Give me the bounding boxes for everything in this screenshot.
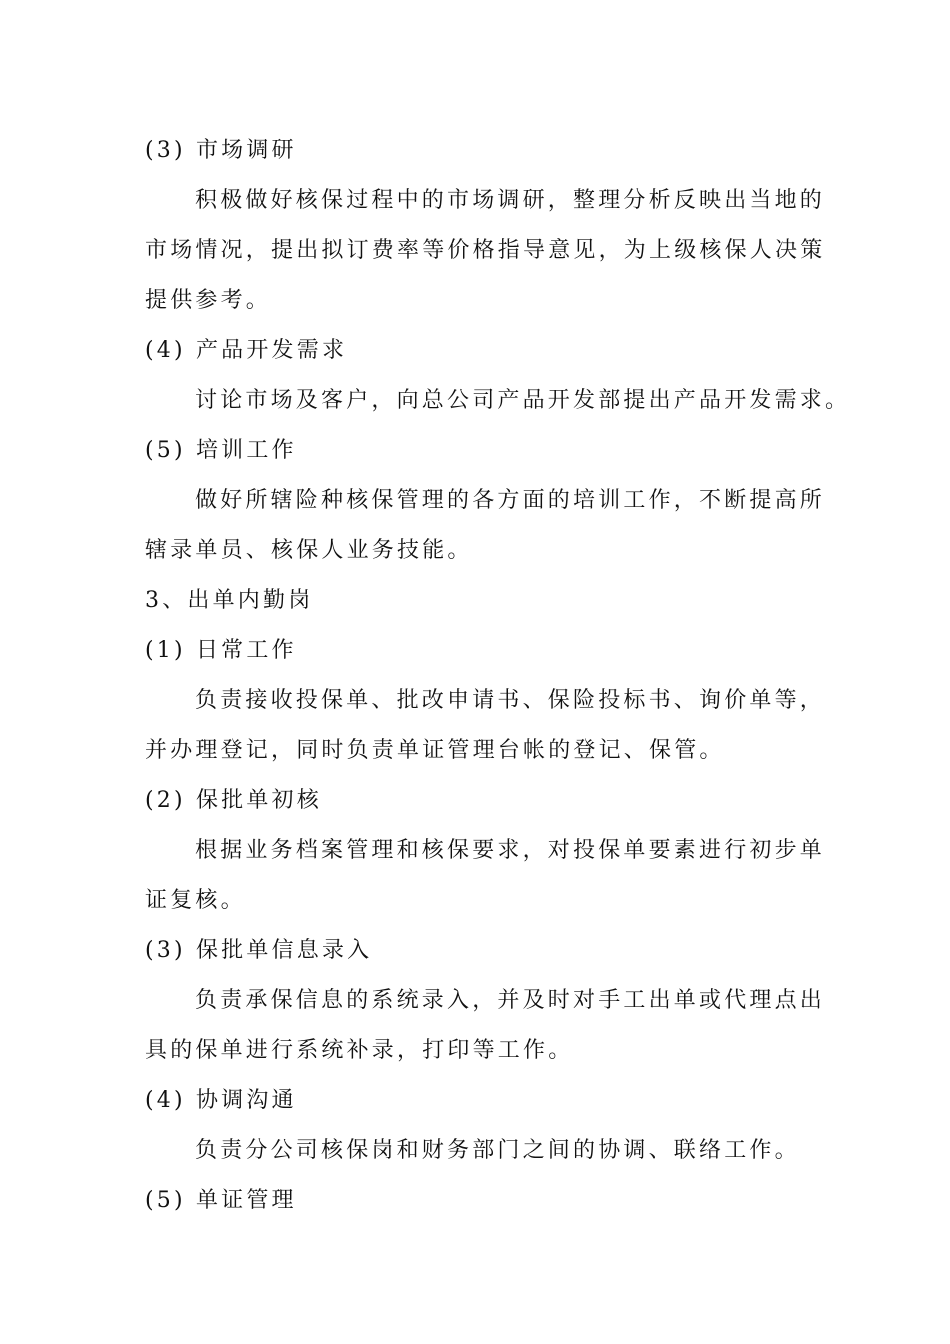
paragraph-line: 负责承保信息的系统录入，并及时对手工出单或代理点出	[195, 988, 826, 1013]
paragraph-line: 积极做好核保过程中的市场调研，整理分析反映出当地的	[195, 188, 826, 213]
paragraph-line: 提供参考。	[145, 288, 272, 313]
heading-daily-work: (1) 日常工作	[145, 638, 297, 663]
heading-document-management: (5) 单证管理	[145, 1188, 297, 1213]
paragraph-line: 负责分公司核保岗和财务部门之间的协调、联络工作。	[195, 1138, 800, 1163]
paragraph-line: 具的保单进行系统补录，打印等工作。	[145, 1038, 574, 1063]
paragraph-line: 市场情况，提出拟订费率等价格指导意见，为上级核保人决策	[145, 238, 826, 263]
paragraph-line: 并办理登记，同时负责单证管理台帐的登记、保管。	[145, 738, 725, 763]
paragraph-line: 做好所辖险种核保管理的各方面的培训工作，不断提高所	[195, 488, 826, 513]
heading-coordination: (4) 协调沟通	[145, 1088, 297, 1113]
paragraph-line: 辖录单员、核保人业务技能。	[145, 538, 473, 563]
heading-market-research: (3) 市场调研	[145, 138, 297, 163]
paragraph-line: 负责接收投保单、批改申请书、保险投标书、询价单等，	[195, 688, 826, 713]
heading-info-entry: (3) 保批单信息录入	[145, 938, 373, 963]
heading-initial-review: (2) 保批单初核	[145, 788, 322, 813]
paragraph-line: 证复核。	[145, 888, 246, 913]
heading-product-development: (4) 产品开发需求	[145, 338, 348, 363]
paragraph-line: 根据业务档案管理和核保要求，对投保单要素进行初步单	[195, 838, 826, 863]
heading-training: (5) 培训工作	[145, 438, 297, 463]
paragraph-line: 讨论市场及客户，向总公司产品开发部提出产品开发需求。	[195, 388, 851, 413]
section-heading-issuing-clerk: 3、出单内勤岗	[145, 588, 314, 613]
